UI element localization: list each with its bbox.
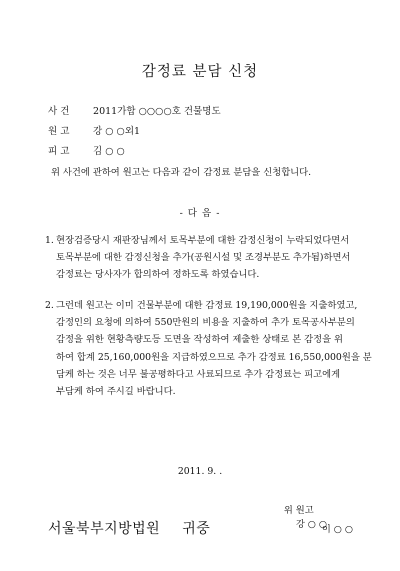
list-item (45, 297, 372, 400)
defendant-label: 피 고 (48, 146, 70, 157)
item-number: 1. (45, 235, 54, 246)
document-title: 감정료 분담 신청 (141, 64, 259, 80)
case-info-row (48, 103, 221, 117)
list-item (45, 232, 363, 284)
defendant-info-row (48, 143, 125, 157)
item-line (45, 297, 363, 314)
signature-name: 강 ○ ○ (295, 519, 327, 530)
item-line: 감정을 위한 현황측량도등 도면을 작성하여 제출한 상태로 본 감정을 위 (56, 334, 344, 346)
item-line: 담케 하는 것은 너무 불공평하다고 사료되므로 추가 감정료는 피고에게 (56, 368, 341, 380)
item-number: 2. (45, 300, 54, 311)
section-heading: - 다 음 - (179, 208, 221, 219)
item-line (45, 232, 363, 249)
defendant-value: 김 ○ ○ (93, 146, 125, 157)
item-text: 그런데 원고는 이미 건물부분에 대한 감정료 19,190,000원을 지출하였고, (56, 300, 358, 311)
item-line: 토목부분에 대한 감정신청을 추가(공원시설 및 조경부분도 추가됨)하면서 (56, 252, 351, 264)
item-line: 감정인의 요청에 의하여 550만원의 비용을 지출하여 추가 토목공사부분의 (56, 317, 355, 329)
court-addressee (48, 518, 210, 538)
item-line: 하여 합계 25,160,000원을 지급하였으므로 추가 감정료 16,550,000원을 분 (56, 351, 372, 363)
plaintiff-info-row (48, 123, 140, 137)
filing-date: 2011. 9. . (177, 466, 223, 477)
case-value: 2011가합 ○○○○호 건물명도 (93, 106, 221, 117)
signature-role: 위 원고 (283, 505, 314, 516)
signature-row (310, 510, 353, 546)
signature-name: 이 ○ ○ (321, 524, 353, 535)
item-line: 감정료는 당사자가 합의하여 정하도록 하였습니다. (56, 269, 260, 281)
intro-paragraph: 위 사건에 관하여 원고는 다음과 같이 감정료 분담을 신청합니다. (51, 167, 312, 178)
plaintiff-label: 원 고 (48, 126, 70, 137)
item-text: 현장검증당시 재판장님께서 토목부분에 대한 감정신청이 누락되었다면서 (56, 235, 350, 246)
court-suffix: 귀중 (182, 521, 211, 537)
court-name: 서울북부지방법원 (48, 521, 161, 537)
item-line: 부담케 하여 주시길 바랍니다. (56, 385, 176, 397)
case-label: 사 건 (48, 106, 70, 117)
plaintiff-value: 강 ○ ○외1 (93, 126, 141, 137)
